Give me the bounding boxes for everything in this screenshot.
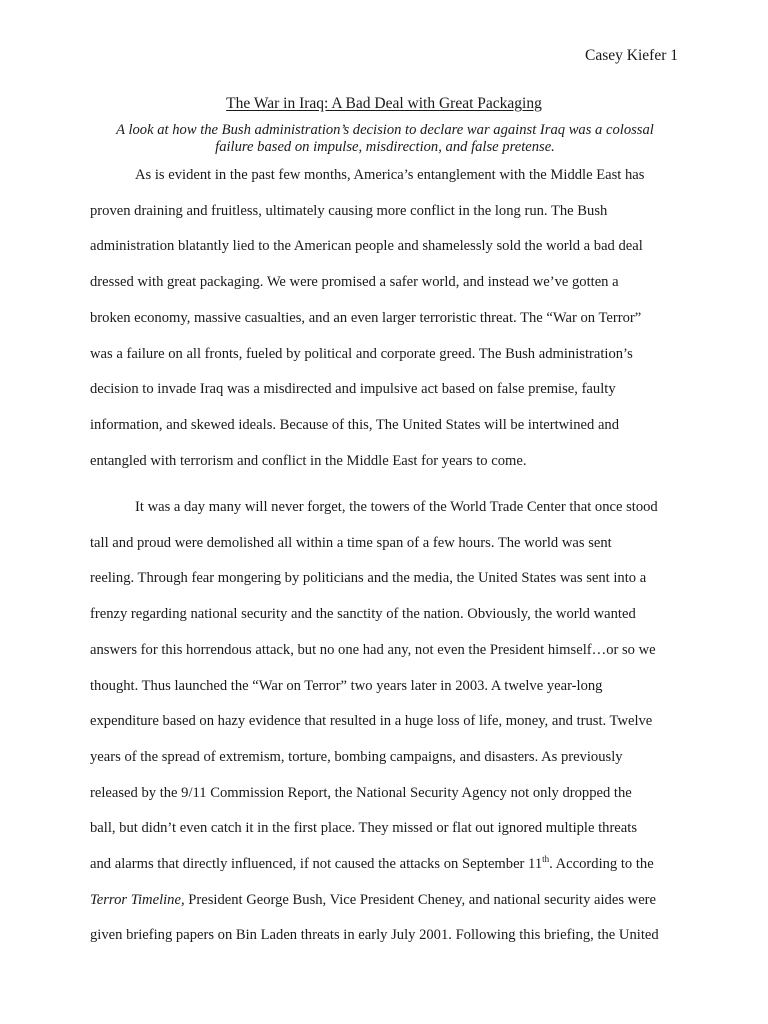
paragraph-line: tall and proud were demolished all within a time span of a few hours. The world was sent (90, 534, 612, 551)
essay-subtitle (90, 122, 680, 156)
paragraph-line: given briefing papers on Bin Laden threats in early July 2001. Following this briefing, the United (90, 927, 659, 944)
paragraph-line: As is evident in the past few months, America’s entanglement with the Middle East has (135, 167, 645, 183)
paragraph-line: information, and skewed ideals. Because of this, The United States will be intertwined and (90, 416, 620, 433)
subtitle-line: failure based on impulse, misdirection, and false pretense. (215, 139, 555, 155)
paragraph-line (90, 883, 682, 919)
paragraph-line: decision to invade Iraq was a misdirected and impulsive act based on false premise, faulty (90, 381, 616, 398)
paragraph-line (90, 847, 682, 883)
ordinal-superscript: th (542, 854, 550, 865)
paragraph-line: entangled with terrorism and conflict in the Middle East for years to come. (90, 452, 527, 469)
paragraph-line: expenditure based on hazy evidence that resulted in a huge loss of life, money, and trust. Twelve (90, 713, 653, 730)
paragraph-line: was a failure on all fronts, fueled by political and corporate greed. The Bush administration’s (90, 345, 633, 362)
subtitle-line: A look at how the Bush administration’s decision to declare war against Iraq was a colossal (116, 122, 654, 138)
paragraph-line: ball, but didn’t even catch it in the first place. They missed or flat out ignored multiple threats (90, 820, 637, 837)
paragraph-line: frenzy regarding national security and the sanctity of the nation. Obviously, the world wanted (90, 606, 636, 623)
line-text: . According to the (549, 856, 654, 873)
essay-title-text: The War in Iraq: A Bad Deal with Great Packaging (226, 95, 542, 112)
paragraph-line: answers for this horrendous attack, but no one had any, not even the President himself…or so we (90, 641, 656, 658)
paragraph-line: reeling. Through fear mongering by politicians and the media, the United States was sent into a (90, 570, 647, 587)
paragraph-line: years of the spread of extremism, torture, bombing campaigns, and disasters. As previously (90, 748, 623, 765)
essay-title (0, 94, 768, 114)
paragraph-line: thought. Thus launched the “War on Terror” two years later in 2003. A twelve year-long (90, 677, 603, 694)
line-text: and alarms that directly influenced, if not caused the attacks on September 11 (90, 856, 543, 873)
paragraph-line: It was a day many will never forget, the towers of the World Trade Center that once stood (135, 499, 658, 515)
line-text: President George Bush, Vice President Cheney, and national security aides were (184, 891, 657, 908)
running-header: Casey Kiefer 1 (585, 47, 678, 64)
paragraph-2 (90, 490, 682, 954)
paragraph-line: broken economy, massive casualties, and an even larger terroristic threat. The “War on Terror” (90, 309, 642, 326)
paragraph-line: proven draining and fruitless, ultimately causing more conflict in the long run. The Bush (90, 202, 608, 219)
paragraph-line: dressed with great packaging. We were promised a safer world, and instead we’ve gotten a (90, 274, 619, 291)
paragraph-1 (90, 158, 682, 479)
paragraph-line: released by the 9/11 Commission Report, the National Security Agency not only dropped the (90, 784, 632, 801)
cited-source-title: Terror Timeline, (90, 891, 185, 908)
paragraph-line: administration blatantly lied to the American people and shamelessly sold the world a bad deal (90, 238, 643, 255)
